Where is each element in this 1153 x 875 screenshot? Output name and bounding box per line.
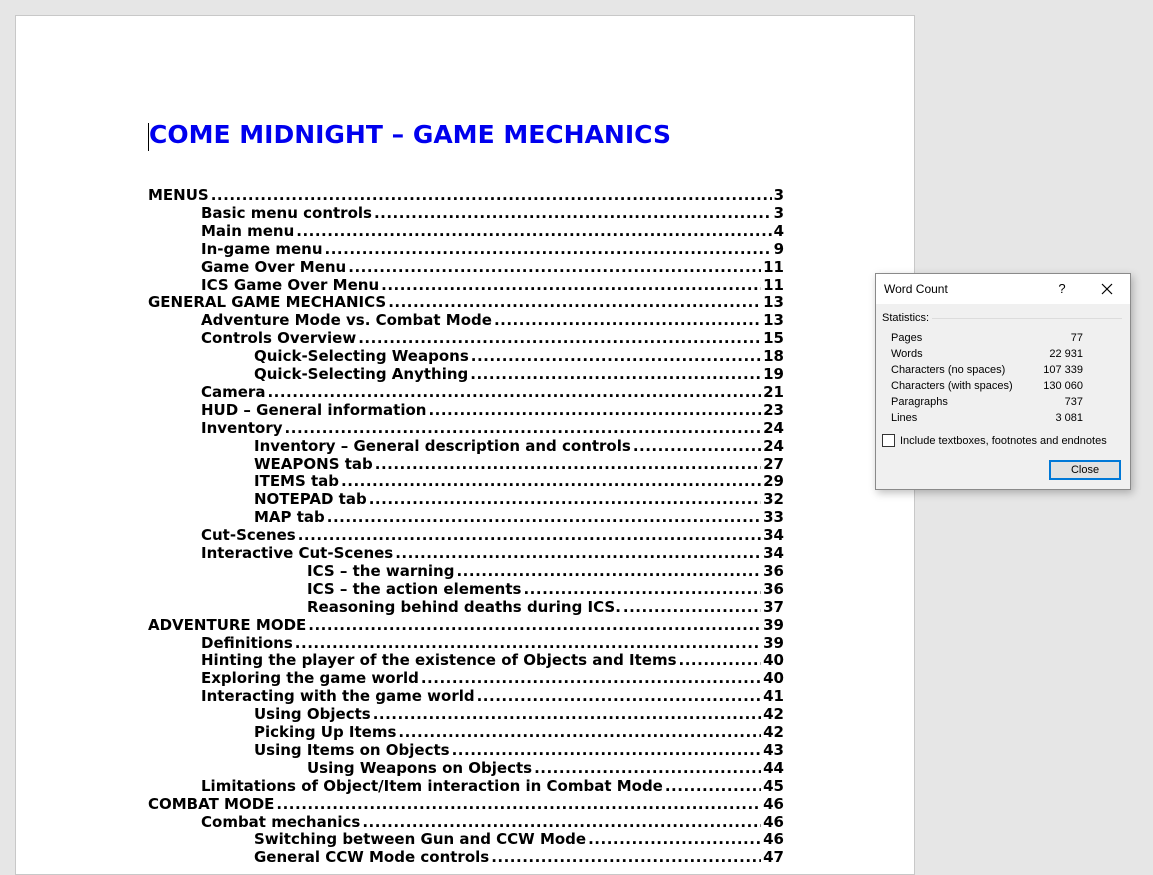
stat-value: 737 — [1064, 396, 1083, 408]
toc-page-number: 39 — [763, 615, 784, 634]
toc-entry[interactable] — [148, 795, 784, 813]
toc-entry[interactable] — [254, 365, 784, 383]
statistics-divider — [932, 318, 1122, 319]
stat-name: Paragraphs — [891, 396, 948, 408]
toc-entry[interactable] — [307, 580, 784, 598]
toc-entry-text: Combat mechanics — [201, 812, 361, 831]
toc-page-number: 47 — [763, 848, 784, 867]
toc-entry-text: Using Objects — [254, 705, 371, 724]
toc-entry-text: In-game menu — [201, 239, 323, 258]
toc-entry-text: Using Items on Objects — [254, 740, 450, 759]
toc-entry[interactable] — [307, 562, 784, 580]
toc-entry[interactable] — [201, 544, 784, 562]
toc-leader — [534, 759, 761, 777]
toc-entry-text: Main menu — [201, 221, 295, 240]
toc-entry[interactable] — [307, 759, 784, 777]
dialog-titlebar — [876, 274, 1130, 304]
toc-page-number: 34 — [763, 544, 784, 562]
include-textboxes-label: Include textboxes, footnotes and endnotes — [900, 434, 1107, 447]
toc-page-number: 43 — [763, 740, 784, 759]
toc-leader — [285, 419, 762, 437]
toc-page-number: 3 — [773, 186, 784, 204]
toc-leader — [421, 669, 761, 687]
toc-entry[interactable] — [201, 526, 784, 544]
toc-entry-text: Limitations of Object/Item interaction in Combat Mode — [201, 776, 663, 795]
toc-page-number: 18 — [763, 347, 784, 366]
toc-page-number: 42 — [763, 723, 784, 741]
stat-value: 22 931 — [1049, 348, 1083, 360]
include-textboxes-option[interactable] — [882, 434, 1107, 447]
toc-page-number: 23 — [763, 400, 784, 419]
toc-entry-text: Inventory – General description and controls — [254, 436, 631, 455]
toc-leader — [327, 508, 761, 526]
toc-leader — [679, 651, 762, 669]
toc-entry-text: ADVENTURE MODE — [148, 615, 307, 634]
toc-page-number: 11 — [763, 257, 784, 276]
close-button[interactable]: Close — [1049, 460, 1121, 480]
toc-entry-text: Using Weapons on Objects — [307, 758, 533, 777]
toc-page-number: 24 — [763, 436, 784, 455]
toc-entry[interactable] — [201, 240, 784, 258]
toc-leader — [325, 240, 772, 258]
toc-page-number: 46 — [763, 794, 784, 813]
toc-leader — [369, 490, 761, 508]
stat-value: 77 — [1070, 332, 1083, 344]
toc-leader — [491, 848, 761, 866]
toc-page-number: 46 — [763, 830, 784, 849]
toc-entry-text: ICS Game Over Menu — [201, 275, 380, 294]
toc-entry[interactable] — [201, 634, 784, 652]
toc-entry[interactable] — [254, 741, 784, 759]
toc-page-number: 32 — [763, 490, 784, 509]
stat-row — [891, 332, 1083, 348]
toc-entry-text: Basic menu controls — [201, 203, 372, 222]
toc-entry[interactable] — [254, 437, 784, 455]
document-title[interactable]: COME MIDNIGHT – GAME MECHANICS — [149, 120, 671, 149]
statistics-label: Statistics: — [882, 312, 930, 324]
stat-row — [891, 396, 1083, 412]
toc-leader — [494, 311, 761, 329]
toc-leader — [395, 544, 761, 562]
toc-entry-text: MAP tab — [254, 508, 325, 527]
toc-entry[interactable] — [201, 669, 784, 687]
toc-leader — [295, 634, 761, 652]
toc-leader — [381, 276, 761, 294]
help-icon[interactable]: ? — [1058, 281, 1066, 296]
stat-value: 3 081 — [1055, 412, 1083, 424]
toc-page-number: 13 — [763, 311, 784, 330]
toc-entry[interactable] — [148, 293, 784, 311]
toc-entry-text: ICS – the action elements — [307, 579, 522, 598]
toc-entry-text: Interacting with the game world — [201, 687, 475, 706]
toc-entry[interactable] — [201, 401, 784, 419]
toc-entry-text: Quick-Selecting Weapons — [254, 347, 469, 366]
toc-entry-text: Game Over Menu — [201, 257, 347, 276]
toc-page-number: 15 — [763, 329, 784, 348]
toc-leader — [456, 562, 761, 580]
toc-entry-text: Camera — [201, 382, 266, 401]
toc-leader — [523, 580, 761, 598]
toc-entry[interactable] — [307, 598, 784, 616]
toc-leader — [348, 258, 761, 276]
toc-entry-text: MENUS — [148, 186, 209, 204]
toc-leader — [373, 705, 761, 723]
toc-entry-text: Hinting the player of the existence of Objects and Items — [201, 651, 677, 670]
stat-row — [891, 348, 1083, 364]
toc-entry-text: Quick-Selecting Anything — [254, 365, 469, 383]
toc-entry-text: Switching between Gun and CCW Mode — [254, 830, 587, 849]
toc-entry-text: Cut-Scenes — [201, 526, 296, 545]
toc-entry[interactable] — [148, 186, 784, 204]
stat-value: 130 060 — [1043, 380, 1083, 392]
toc-entry[interactable] — [201, 276, 784, 294]
toc-entry[interactable] — [254, 455, 784, 473]
word-count-dialog — [875, 273, 1131, 490]
close-icon[interactable] — [1096, 279, 1118, 299]
toc-page-number: 34 — [763, 526, 784, 545]
toc-entry[interactable] — [254, 830, 784, 848]
toc-page-number: 45 — [763, 776, 784, 795]
toc-leader — [623, 598, 761, 616]
toc-leader — [296, 222, 771, 240]
toc-page-number: 46 — [763, 812, 784, 831]
toc-entry[interactable] — [201, 777, 784, 795]
toc-leader — [470, 365, 761, 383]
stat-name: Characters (with spaces) — [891, 380, 1013, 392]
stat-row — [891, 380, 1083, 396]
toc-page-number: 4 — [773, 221, 784, 240]
toc-entry-text: NOTEPAD tab — [254, 490, 367, 509]
stat-name: Words — [891, 348, 923, 360]
toc-leader — [477, 687, 762, 705]
toc-entry[interactable] — [254, 347, 784, 365]
toc-entry-text: Interactive Cut-Scenes — [201, 544, 394, 562]
toc-page-number: 41 — [763, 687, 784, 706]
stat-value: 107 339 — [1043, 364, 1083, 376]
toc-leader — [398, 723, 761, 741]
toc-page-number: 42 — [763, 705, 784, 724]
toc-leader — [471, 347, 761, 365]
toc-leader — [375, 455, 761, 473]
toc-page-number: 11 — [763, 275, 784, 294]
toc-leader — [374, 204, 772, 222]
toc-leader — [428, 401, 761, 419]
toc-entry[interactable] — [201, 651, 784, 669]
toc-entry-text: Reasoning behind deaths during ICS. — [307, 597, 621, 616]
toc-entry-text: Picking Up Items — [254, 723, 397, 741]
toc-entry[interactable] — [254, 472, 784, 490]
toc-page-number: 29 — [763, 472, 784, 491]
toc-entry[interactable] — [201, 204, 784, 222]
toc-page-number: 3 — [773, 203, 784, 222]
toc-entry-text: COMBAT MODE — [148, 794, 275, 813]
toc-entry[interactable] — [201, 311, 784, 329]
toc-entry-text: WEAPONS tab — [254, 454, 373, 473]
toc-entry-text: Inventory — [201, 418, 283, 437]
toc-leader — [452, 741, 762, 759]
toc-entry[interactable] — [254, 490, 784, 508]
toc-entry-text: Definitions — [201, 633, 293, 652]
toc-entry-text: ITEMS tab — [254, 472, 340, 491]
stat-name: Characters (no spaces) — [891, 364, 1006, 376]
toc-page-number: 44 — [763, 758, 784, 777]
toc-page-number: 27 — [763, 454, 784, 473]
toc-page-number: 33 — [763, 508, 784, 527]
toc-page-number: 40 — [763, 651, 784, 670]
toc-entry[interactable] — [201, 813, 784, 831]
stat-row — [891, 364, 1083, 380]
toc-leader — [298, 526, 761, 544]
toc-entry[interactable] — [201, 258, 784, 276]
toc-entry[interactable] — [148, 616, 784, 634]
toc-page-number: 9 — [773, 239, 784, 258]
toc-leader — [211, 186, 772, 204]
include-textboxes-checkbox[interactable] — [882, 434, 895, 447]
toc-entry[interactable] — [201, 419, 784, 437]
toc-entry-text: GENERAL GAME MECHANICS — [148, 293, 387, 312]
toc-entry[interactable] — [201, 329, 784, 347]
toc-leader — [267, 383, 761, 401]
toc-leader — [362, 813, 761, 831]
toc-page-number: 19 — [763, 365, 784, 383]
toc-leader — [388, 293, 761, 311]
toc-entry[interactable] — [254, 508, 784, 526]
toc-entry[interactable] — [201, 383, 784, 401]
toc-leader — [633, 437, 761, 455]
toc-leader — [341, 472, 761, 490]
toc-entry-text: Controls Overview — [201, 329, 357, 348]
toc-page-number: 24 — [763, 418, 784, 437]
toc-page-number: 39 — [763, 633, 784, 652]
toc-page-number: 36 — [763, 561, 784, 580]
toc-leader — [308, 616, 761, 634]
toc-entry-text: Exploring the game world — [201, 669, 419, 688]
toc-page-number: 36 — [763, 579, 784, 598]
toc-leader — [665, 777, 761, 795]
toc-entry[interactable] — [254, 848, 784, 866]
toc-entry-text: General CCW Mode controls — [254, 848, 490, 867]
toc-entry-text: Adventure Mode vs. Combat Mode — [201, 311, 492, 330]
toc-entry[interactable] — [201, 687, 784, 705]
toc-page-number: 13 — [763, 293, 784, 312]
toc-page-number: 40 — [763, 669, 784, 688]
toc-entry-text: HUD – General information — [201, 400, 427, 419]
stat-name: Pages — [891, 332, 923, 344]
toc-leader — [276, 795, 761, 813]
toc-entry[interactable] — [201, 222, 784, 240]
toc-page-number: 21 — [763, 382, 784, 401]
stat-row — [891, 412, 1083, 428]
stat-name: Lines — [891, 412, 918, 424]
toc-leader — [358, 329, 761, 347]
toc-entry[interactable] — [254, 705, 784, 723]
toc-entry-text: ICS – the warning — [307, 561, 455, 580]
dialog-title: Word Count — [884, 282, 948, 296]
toc-entry[interactable] — [254, 723, 784, 741]
toc-leader — [588, 830, 761, 848]
toc-page-number: 37 — [763, 597, 784, 616]
